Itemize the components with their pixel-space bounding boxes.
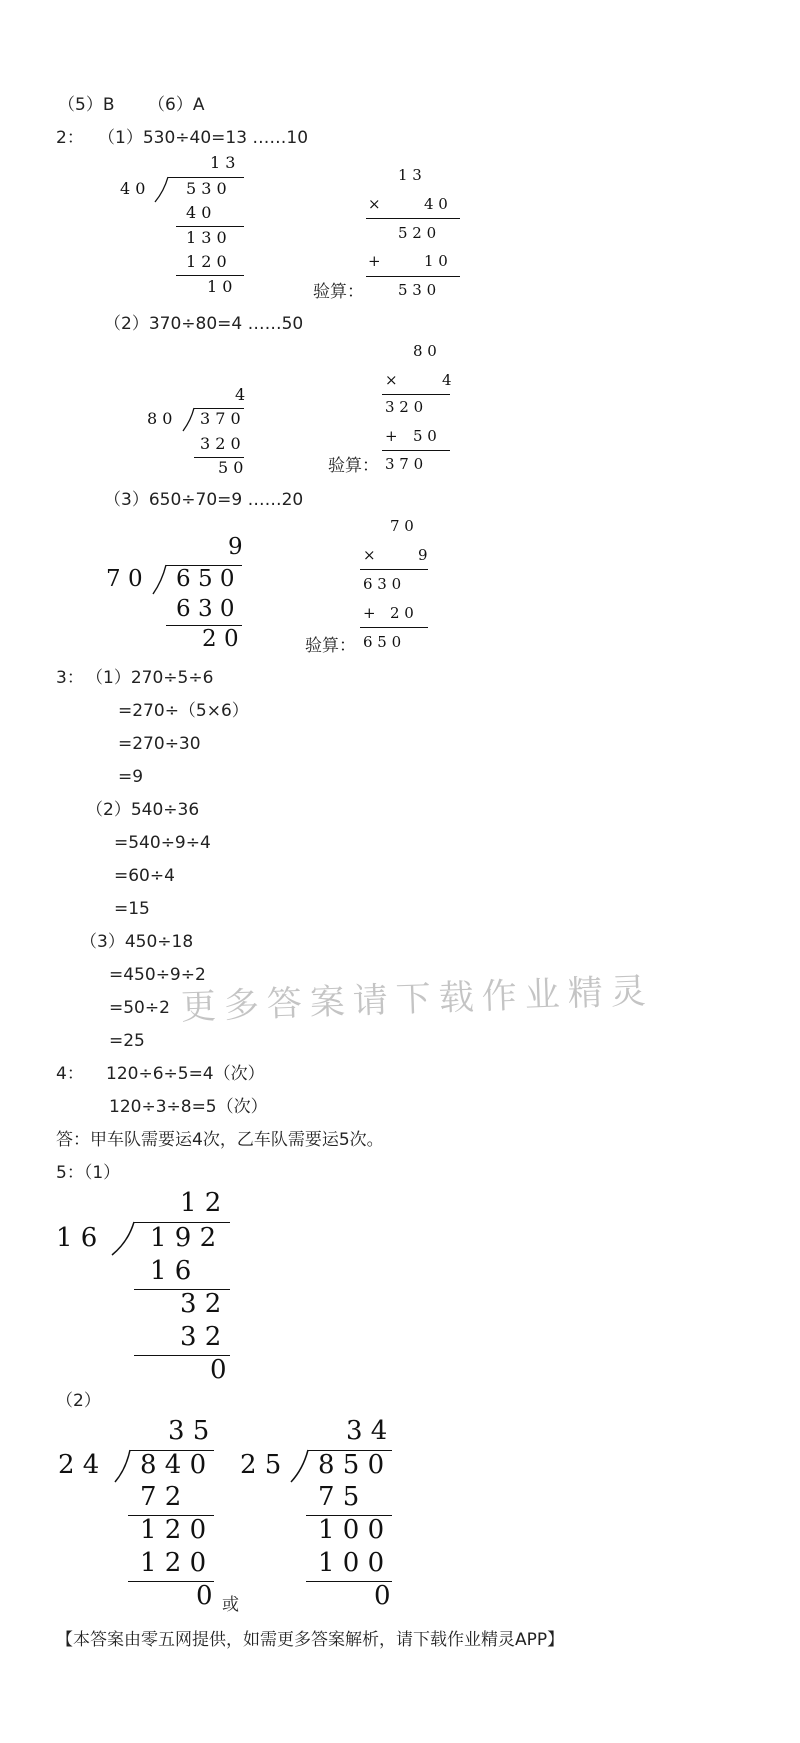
remainder-1: 1 0 0 bbox=[318, 1515, 385, 1545]
check-line-2 bbox=[382, 450, 450, 451]
check-a: 1 3 bbox=[398, 166, 422, 184]
divisor: 2 5 bbox=[240, 1450, 282, 1480]
q3-3-line-1: （3）450÷18 bbox=[80, 932, 194, 952]
footer-note: 【本答案由零五网提供，如需更多答案解析，请下载作业精灵APP】 bbox=[56, 1630, 565, 1650]
check-op-plus: + bbox=[368, 252, 381, 270]
quotient: 3 5 bbox=[168, 1416, 210, 1446]
check-label: 验算： bbox=[328, 456, 379, 476]
q3-3-line-4: =25 bbox=[109, 1031, 145, 1051]
subtract-1: 7 5 bbox=[318, 1482, 360, 1512]
remainder-1: 1 3 0 bbox=[186, 228, 227, 247]
check-product: 6 3 0 bbox=[363, 575, 402, 593]
division-bar bbox=[168, 177, 244, 178]
remainder: 0 bbox=[196, 1581, 213, 1611]
check-c: 2 0 bbox=[390, 604, 414, 622]
line-2 bbox=[176, 275, 244, 276]
answer-6: （6）A bbox=[148, 95, 205, 115]
subtract-1: 3 2 0 bbox=[200, 434, 241, 453]
division-bracket bbox=[154, 177, 170, 203]
subtract-2: 1 2 0 bbox=[140, 1548, 207, 1578]
q4-line-1: 120÷6÷5=4（次） bbox=[106, 1064, 265, 1084]
quotient: 1 2 bbox=[180, 1188, 222, 1218]
check-total: 6 5 0 bbox=[363, 633, 402, 651]
q4-label: 4： bbox=[56, 1064, 84, 1084]
quotient: 3 4 bbox=[346, 1416, 388, 1446]
subtract-1: 4 0 bbox=[186, 203, 212, 222]
or-label: 或 bbox=[222, 1595, 239, 1615]
check-total: 5 3 0 bbox=[398, 281, 437, 299]
q3-2-line-2: =540÷9÷4 bbox=[114, 833, 211, 853]
remainder-1: 1 2 0 bbox=[140, 1515, 207, 1545]
q4-line-2: 120÷3÷8=5（次） bbox=[109, 1097, 268, 1117]
watermark: 更多答案请下载作业精灵 bbox=[180, 971, 655, 1028]
q2-2-equation: （2）370÷80=4 ……50 bbox=[104, 314, 304, 334]
check-label: 验算： bbox=[313, 282, 364, 302]
q3-2-line-1: （2）540÷36 bbox=[86, 800, 200, 820]
divisor: 1 6 bbox=[56, 1223, 98, 1253]
check-product: 3 2 0 bbox=[385, 398, 424, 416]
q2-3-equation: （3）650÷70=9 ……20 bbox=[104, 490, 304, 510]
subtract-1: 1 6 bbox=[150, 1256, 192, 1286]
divisor: 2 4 bbox=[58, 1450, 100, 1480]
answer-5: （5）B bbox=[58, 95, 115, 115]
quotient: 9 bbox=[228, 534, 243, 560]
division-bracket bbox=[110, 1222, 136, 1256]
q3-2-line-3: =60÷4 bbox=[114, 866, 175, 886]
check-b: 4 bbox=[442, 371, 452, 389]
divisor: 7 0 bbox=[106, 566, 143, 592]
check-op-plus: + bbox=[363, 604, 376, 622]
remainder: 1 0 bbox=[207, 277, 233, 296]
q3-3-line-3: =50÷2 bbox=[109, 998, 170, 1018]
q3-label: 3： bbox=[56, 668, 84, 688]
line-1 bbox=[176, 226, 244, 227]
q3-3-line-2: =450÷9÷2 bbox=[109, 965, 206, 985]
remainder: 0 bbox=[210, 1355, 227, 1385]
q3-1-line-1: （1）270÷5÷6 bbox=[86, 668, 214, 688]
dividend: 8 4 0 bbox=[140, 1450, 207, 1480]
division-bracket bbox=[290, 1450, 310, 1483]
q5-2-label: （2） bbox=[56, 1391, 101, 1411]
divisor: 8 0 bbox=[147, 409, 173, 428]
dividend: 1 9 2 bbox=[150, 1223, 217, 1253]
quotient: 1 3 bbox=[210, 153, 236, 172]
subtract-2: 3 2 bbox=[180, 1322, 222, 1352]
dividend: 5 3 0 bbox=[186, 179, 227, 198]
check-op-multiply: × bbox=[368, 195, 381, 213]
dividend: 6 5 0 bbox=[176, 566, 235, 592]
q3-2-line-4: =15 bbox=[114, 899, 150, 919]
dividend: 8 5 0 bbox=[318, 1450, 385, 1480]
check-c: 1 0 bbox=[424, 252, 448, 270]
quotient: 4 bbox=[235, 385, 246, 404]
check-line-1 bbox=[366, 218, 460, 219]
divisor: 4 0 bbox=[120, 179, 146, 198]
remainder-1: 3 2 bbox=[180, 1289, 222, 1319]
remainder: 2 0 bbox=[202, 626, 239, 652]
check-line-1 bbox=[360, 569, 428, 570]
check-a: 8 0 bbox=[413, 342, 437, 360]
subtract-1: 6 3 0 bbox=[176, 596, 235, 622]
check-line-1 bbox=[382, 394, 450, 395]
q2-1-equation: （1）530÷40=13 ……10 bbox=[98, 128, 309, 148]
check-c: 5 0 bbox=[413, 427, 437, 445]
check-line-2 bbox=[360, 627, 428, 628]
division-bracket bbox=[114, 1450, 132, 1483]
check-line-2 bbox=[366, 276, 460, 277]
dividend: 3 7 0 bbox=[200, 409, 241, 428]
q2-label: 2： bbox=[56, 128, 84, 148]
check-b: 9 bbox=[418, 546, 428, 564]
q3-1-line-4: =9 bbox=[118, 767, 144, 787]
check-op-multiply: × bbox=[363, 546, 376, 564]
subtract-1: 7 2 bbox=[140, 1482, 182, 1512]
division-bracket bbox=[182, 408, 196, 432]
q4-answer: 答：甲车队需要运4次，乙车队需要运5次。 bbox=[56, 1130, 384, 1150]
remainder: 0 bbox=[374, 1581, 391, 1611]
check-a: 7 0 bbox=[390, 517, 414, 535]
subtract-2: 1 0 0 bbox=[318, 1548, 385, 1578]
remainder: 5 0 bbox=[218, 458, 244, 477]
q5-label: 5：（1） bbox=[56, 1163, 121, 1183]
check-op-plus: + bbox=[385, 427, 398, 445]
check-op-multiply: × bbox=[385, 371, 398, 389]
check-product: 5 2 0 bbox=[398, 224, 437, 242]
subtract-2: 1 2 0 bbox=[186, 252, 227, 271]
check-label: 验算： bbox=[305, 636, 356, 656]
check-b: 4 0 bbox=[424, 195, 448, 213]
q3-1-line-3: =270÷30 bbox=[118, 734, 201, 754]
check-total: 3 7 0 bbox=[385, 455, 424, 473]
division-bracket bbox=[152, 565, 168, 595]
q3-1-line-2: =270÷（5×6） bbox=[118, 701, 249, 721]
